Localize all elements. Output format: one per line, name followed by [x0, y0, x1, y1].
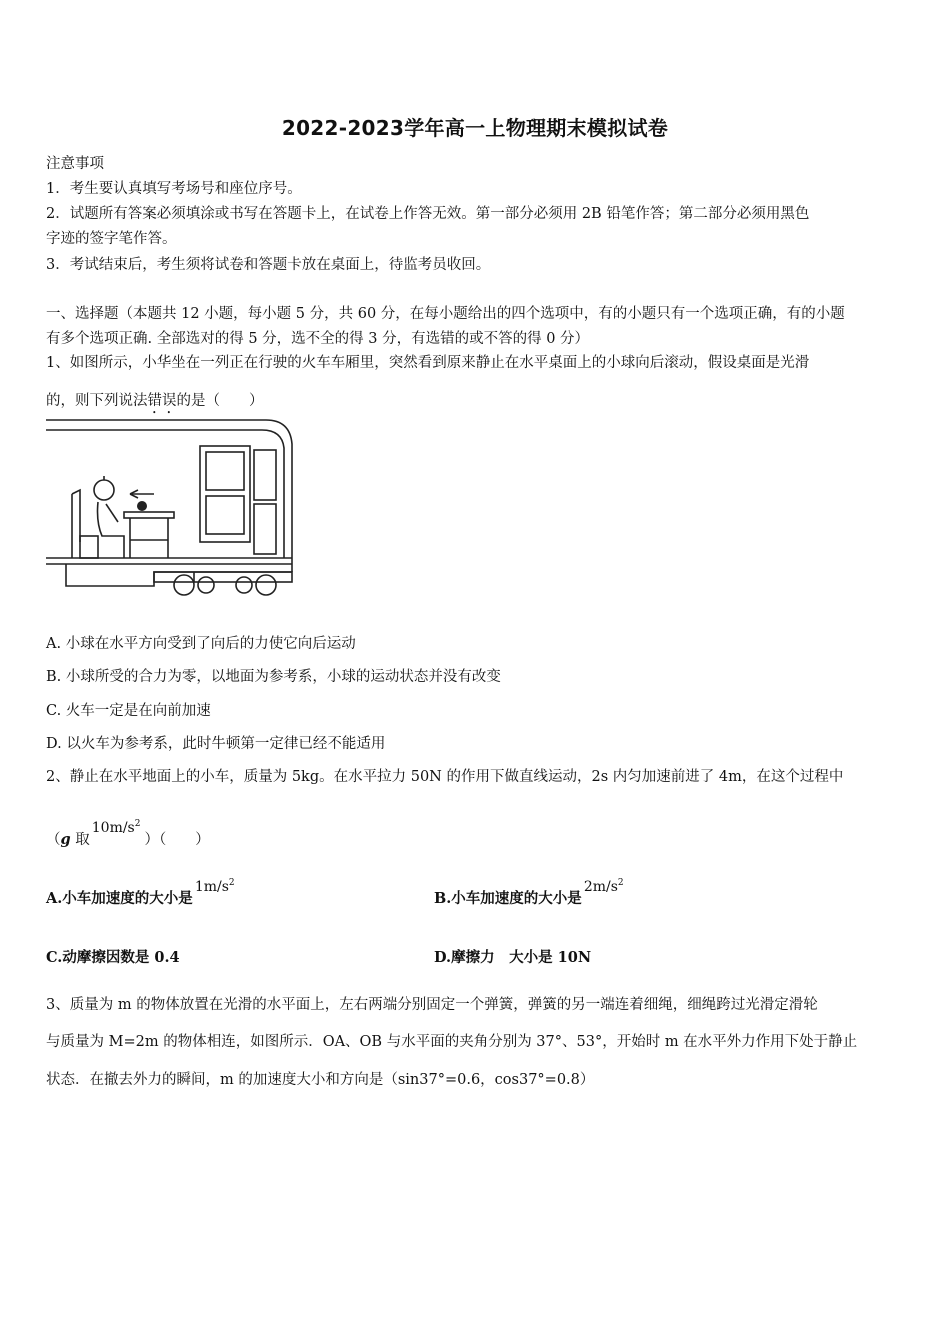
person-head [94, 480, 114, 500]
notice-heading: 注意事项 [46, 156, 104, 172]
option-value-exp: 2 [228, 878, 235, 888]
question-3-stem-cont: 与质量为 M=2m 的物体相连，如图所示．OA、OB 与水平面的夹角分别为 37°、53°，开始时 m 在水平外力作用下处于静止 [46, 1034, 858, 1050]
question-2-stem: 2、静止在水平地面上的小车，质量为 5kg。在水平拉力 50N 的作用下做直线运动，2s 内匀加速前进了 4m，在这个过程中 [46, 769, 844, 785]
train-figure [44, 418, 300, 600]
question-3-stem-cont: 状态．在撤去外力的瞬间，m 的加速度大小和方向是（sin37°=0.6，cos37°=0.8） [46, 1072, 595, 1088]
option-text: A.小车加速度的大小是 [46, 890, 193, 907]
notice-item: 字迹的签字笔作答。 [46, 231, 177, 247]
q2-option-d: D.摩擦力 大小是 10N [434, 949, 592, 966]
option-value-text: 1m/s [194, 879, 229, 895]
question-3-stem: 3、质量为 m 的物体放置在光滑的水平面上，左右两端分别固定一个弹簧，弹簧的另一端连着细绳，细绳跨过光滑定滑轮 [46, 997, 818, 1013]
given-text: 取 [70, 832, 90, 848]
page-title: 2022-2023学年高一上物理期末模拟试卷 [281, 116, 669, 140]
g-value [92, 820, 141, 836]
option-value [584, 879, 624, 895]
notice-item: 3．考试结束后，考生须将试卷和答题卡放在桌面上，待监考员收回。 [46, 257, 491, 273]
option-value [195, 879, 235, 895]
option-d: D. 以火车为参考系，此时牛顿第一定律已经不能适用 [46, 736, 386, 752]
section-heading-cont: 有多个选项正确. 全部选对的得 5 分，选不全的得 3 分，有选错的或不答的得 0 分） [46, 331, 590, 347]
table-top [124, 512, 174, 518]
paren: （ [46, 832, 61, 848]
car-door [200, 446, 250, 542]
option-c: C. 火车一定是在向前加速 [46, 703, 211, 719]
q2-option-c: C.动摩擦因数是 0.4 [46, 949, 180, 966]
question-1-stem: 1、如图所示，小华坐在一列正在行驶的火车车厢里，突然看到原来静止在水平桌面上的小球向后滚动，假设桌面是光滑 [46, 355, 810, 371]
option-b: B. 小球所受的合力为零，以地面为参考系，小球的运动状态并没有改变 [46, 669, 501, 685]
notice-item: 2．试题所有答案必须填涂或书写在答题卡上，在试卷上作答无效。第一部分必须用 2B 铅笔作答；第二部分必须用黑色 [46, 206, 810, 222]
option-value-exp: 2 [617, 878, 624, 888]
emphasized-word: 错误 [147, 393, 177, 409]
answer-blank: ）（ ） [144, 832, 210, 848]
g-value-text: 10m/s [91, 820, 135, 836]
stem-text: 的是（ ） [176, 393, 264, 409]
option-a: A. 小球在水平方向受到了向后的力使它向后运动 [46, 636, 356, 652]
stem-text: 的，则下列说法 [46, 393, 148, 409]
question-2-given [46, 819, 210, 849]
section-heading: 一、选择题（本题共 12 小题，每小题 5 分，共 60 分，在每小题给出的四个选项中，有的小题只有一个选项正确，有的小题 [46, 306, 845, 322]
q2-option-b [434, 878, 628, 908]
notice-item: 1．考生要认真填写考场号和座位序号。 [46, 181, 302, 197]
question-1-stem-cont [46, 389, 264, 417]
option-text: B.小车加速度的大小是 [434, 890, 582, 907]
car-roof [46, 420, 292, 572]
option-value-text: 2m/s [583, 879, 618, 895]
ball [137, 501, 147, 511]
q2-option-a [46, 878, 239, 908]
var-g: g [60, 831, 71, 848]
g-value-exp: 2 [134, 819, 141, 829]
